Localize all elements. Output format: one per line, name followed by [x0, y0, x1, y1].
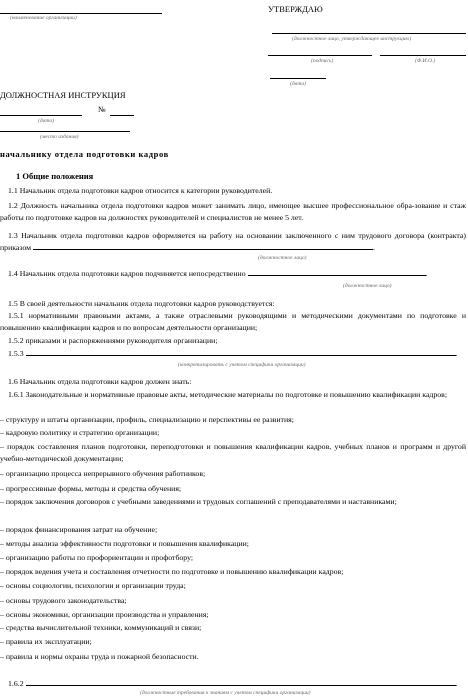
signature-caption: (подпись)	[311, 58, 334, 64]
list-item: – порядок финансирования затрат на обучение;	[0, 525, 158, 534]
list-item: – структуру и штаты организации, профиль, специализацию и перспективы ее развития;	[0, 415, 294, 424]
list-item: – организацию работы по профориентации и профотбору;	[0, 553, 194, 562]
number-sign: №	[98, 105, 106, 114]
signature-line	[268, 55, 372, 56]
list-item: – порядок составления планов подготовки, переподготовки и повышения квалификации кадров, учебных планов и программ и другой учебно-методической документации;	[0, 442, 466, 464]
list-item: – средства вычислительной техники, коммуникаций и связи;	[0, 623, 202, 632]
para-1-4: 1.4 Начальник отдела подготовки кадров подчиняется непосредственно .	[8, 269, 428, 278]
para-1-1: 1.1 Начальник отдела подготовки кадров относится к категории руководителей.	[8, 186, 273, 195]
para-1-6-2-text: 1.6.2	[8, 679, 24, 688]
para-1-4-fill	[248, 275, 426, 276]
para-1-4-text: 1.4 Начальник отдела подготовки кадров подчиняется непосредственно	[8, 269, 246, 278]
list-item: – прогрессивные формы, методы и средства обучения;	[0, 484, 182, 493]
doc-number-line	[110, 115, 134, 116]
approve-date-line	[270, 78, 326, 79]
org-name-caption: (наименование организации)	[10, 15, 77, 21]
para-1-5-3-text: 1.5.3	[8, 349, 24, 358]
org-name-line	[0, 13, 162, 14]
para-1-5-2: 1.5.2 приказами и распоряжениями руководителя организации;	[8, 336, 218, 345]
para-1-6-2: 1.6.2 .	[8, 679, 458, 688]
list-item: – основы трудового законодательства;	[0, 596, 127, 605]
list-item: – методы анализа эффективности подготовки и повышения квалификации;	[0, 539, 249, 548]
position-title: начальнику отдела подготовки кадров	[0, 149, 169, 159]
document-title: ДОЛЖНОСТНАЯ ИНСТРУКЦИЯ	[0, 90, 126, 100]
list-item: – правила и нормы охраны труда и пожарной безопасности.	[0, 652, 199, 661]
list-item: – правила их эксплуатации;	[0, 637, 92, 646]
approver-line	[272, 33, 466, 34]
list-item: – кадровую политику и стратегию организации;	[0, 428, 160, 437]
para-1-6-1: 1.6.1 Законодательные и нормативные правовые акты, методические материалы по подготовке и повышению квалификации кадров;	[8, 390, 448, 399]
para-1-3-caption: (должностное лицо)	[258, 255, 307, 261]
para-1-6: 1.6 Начальник отдела подготовки кадров должен знать:	[8, 377, 192, 386]
approve-title: УТВЕРЖДАЮ	[268, 4, 323, 14]
doc-place-line	[0, 131, 130, 132]
para-1-3-text: 1.3 Начальник отдела подготовки кадров оформляется на работу на основании заключенного с ним трудового договора (контракта) приказом	[0, 231, 466, 253]
approver-caption: (должностное лицо, утверждающее инструкцию)	[292, 36, 412, 42]
para-1-6-2-caption: (должностные требования к знаниям с учетом специфики организации)	[140, 690, 311, 696]
name-caption: (Ф.И.О.)	[415, 58, 436, 64]
para-1-2: 1.2 Должность начальника отдела подготовки кадров может занимать лицо, имеющее высшее профессиональное обра-зование и стаж работы по подготовке кадров на должностях руководителей и специалистов не менее 5 лет.	[0, 201, 466, 223]
para-1-5-3-caption: (конкретизировать с учетом специфики организации)	[178, 362, 306, 368]
list-item: – организацию процесса непрерывного обучения работников;	[0, 469, 206, 478]
approve-date-caption: (дата)	[290, 81, 306, 87]
para-1-4-caption: (должностное лицо)	[343, 283, 392, 289]
name-line	[380, 55, 466, 56]
list-item: – основы экономики, организации производства и управления;	[0, 610, 209, 619]
doc-date-caption: (дата)	[38, 118, 54, 124]
section-heading: 1 Общие положения	[16, 171, 94, 181]
list-item: – порядок заключения договоров с учебными заведениями и трудовых соглашений с преподавателями и наставниками;	[0, 497, 397, 506]
para-1-5-3: 1.5.3 .	[8, 349, 458, 358]
list-item: – основы социологии, психологии и организации труда;	[0, 581, 186, 590]
para-1-5-3-fill	[26, 355, 456, 356]
doc-date-line	[0, 115, 82, 116]
para-1-3-fill	[33, 249, 373, 250]
list-item: – порядок ведения учета и составления отчетности по подготовке и повышению квалификации кадров;	[0, 567, 344, 576]
para-1-6-2-fill	[26, 685, 456, 686]
doc-place-caption: (место издания)	[40, 134, 79, 140]
para-1-3: 1.3 Начальник отдела подготовки кадров оформляется на работу на основании заключенного с ним трудового договора (контракта) приказом .	[0, 231, 466, 253]
para-1-5-1: 1.5.1 нормативными правовыми актами, а также отраслевыми руководящими и методическими документами по подготовке и повышению квалификации кадров и по вопросам деятельности организации;	[0, 311, 466, 333]
para-1-5: 1.5 В своей деятельности начальник отдела подготовки кадров руководствуется:	[8, 299, 275, 308]
